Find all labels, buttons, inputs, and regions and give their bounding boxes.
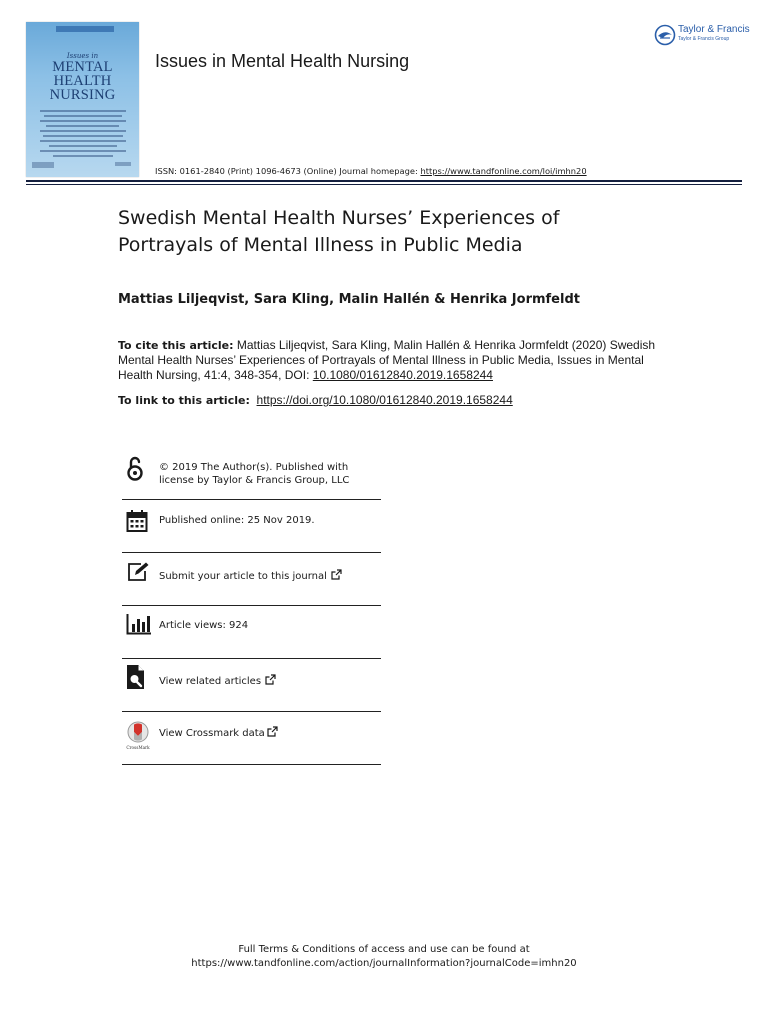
- edit-icon: [126, 561, 150, 583]
- submit-article-link[interactable]: [159, 569, 342, 583]
- cover-title-line: HEALTH: [53, 73, 112, 89]
- cover-title-line: NURSING: [49, 87, 116, 103]
- license-text: [159, 461, 349, 487]
- citation-block: [118, 338, 663, 383]
- article-url-link[interactable]: https://doi.org/10.1080/01612840.2019.1658244: [256, 393, 513, 407]
- footer: [0, 943, 768, 971]
- article-views: Article views: 924: [159, 620, 249, 631]
- cover-publisher-mark: [32, 162, 54, 168]
- related-articles-link[interactable]: [159, 674, 276, 688]
- external-link-icon: [331, 569, 342, 580]
- header-divider: [26, 180, 742, 182]
- submit-label: Submit your article to this journal: [159, 571, 327, 582]
- submit-row[interactable]: [122, 553, 381, 606]
- published-date: Published online: 25 Nov 2019.: [159, 515, 315, 526]
- journal-title: Issues in Mental Health Nursing: [155, 51, 410, 71]
- row-divider: [122, 764, 381, 765]
- published-row: [122, 500, 381, 553]
- bar-chart-icon: [126, 613, 152, 635]
- doi-link[interactable]: 10.1080/01612840.2019.1658244: [312, 368, 493, 382]
- crossmark-icon: [124, 720, 152, 750]
- issn-line: [155, 166, 587, 176]
- publisher-subtitle: Taylor & Francis Group: [678, 36, 730, 42]
- cite-label: To cite this article:: [118, 339, 234, 352]
- cite-text: Mattias Liljeqvist, Sara Kling, Malin Hallén & Henrika Jormfeldt (2020) Swedish Mental Health Nurses’ Experiences of Portrayals of Mental Illness in Public Media, Issues in Mental Health Nursing, 41:4, 348-354, DOI:: [118, 338, 656, 382]
- journal-homepage-link[interactable]: https://www.tandfonline.com/loi/imhn20: [420, 166, 587, 176]
- journal-cover: [26, 22, 139, 177]
- cover-top-text: Issues in: [66, 52, 99, 60]
- footer-line: Full Terms & Conditions of access and use can be found at: [238, 944, 530, 955]
- related-label: View related articles: [159, 676, 262, 687]
- external-link-icon: [265, 674, 276, 685]
- publisher-logo[interactable]: [654, 22, 754, 48]
- cover-contents-lines: [40, 110, 126, 160]
- taylor-francis-logo-icon: [654, 24, 676, 46]
- open-access-icon: [126, 456, 144, 482]
- license-line: license by Taylor & Francis Group, LLC: [159, 475, 350, 486]
- article-title: [118, 205, 678, 259]
- related-row[interactable]: [122, 659, 381, 712]
- publisher-name: Taylor & Francis: [678, 24, 750, 35]
- article-title-line: Portrayals of Mental Illness in Public Media: [118, 234, 523, 256]
- article-authors: Mattias Liljeqvist, Sara Kling, Malin Hallén & Henrika Jormfeldt: [118, 292, 580, 307]
- license-line: © 2019 The Author(s). Published with: [159, 462, 349, 473]
- cover-banner: [56, 26, 114, 32]
- external-link-icon: [267, 726, 278, 737]
- article-title-line: Swedish Mental Health Nurses’ Experiences of: [118, 207, 560, 229]
- crossmark-label: CrossMark: [126, 745, 150, 750]
- link-label: To link to this article:: [118, 394, 250, 407]
- views-row: [122, 606, 381, 659]
- cover-code-mark: [115, 162, 131, 166]
- calendar-icon: [126, 509, 148, 533]
- issn-text: ISSN: 0161-2840 (Print) 1096-4673 (Online) Journal homepage:: [155, 166, 418, 176]
- header-divider-thin: [26, 184, 742, 185]
- cover-title-line: MENTAL: [52, 59, 113, 75]
- link-to-article: [118, 393, 513, 407]
- cover-title: [26, 60, 139, 102]
- crossmark-text: View Crossmark data: [159, 728, 265, 739]
- license-row: [122, 453, 381, 500]
- footer-terms-link[interactable]: https://www.tandfonline.com/action/journalInformation?journalCode=imhn20: [191, 958, 577, 969]
- crossmark-link[interactable]: [159, 726, 278, 740]
- related-search-icon: [126, 664, 146, 690]
- crossmark-row[interactable]: [122, 712, 381, 765]
